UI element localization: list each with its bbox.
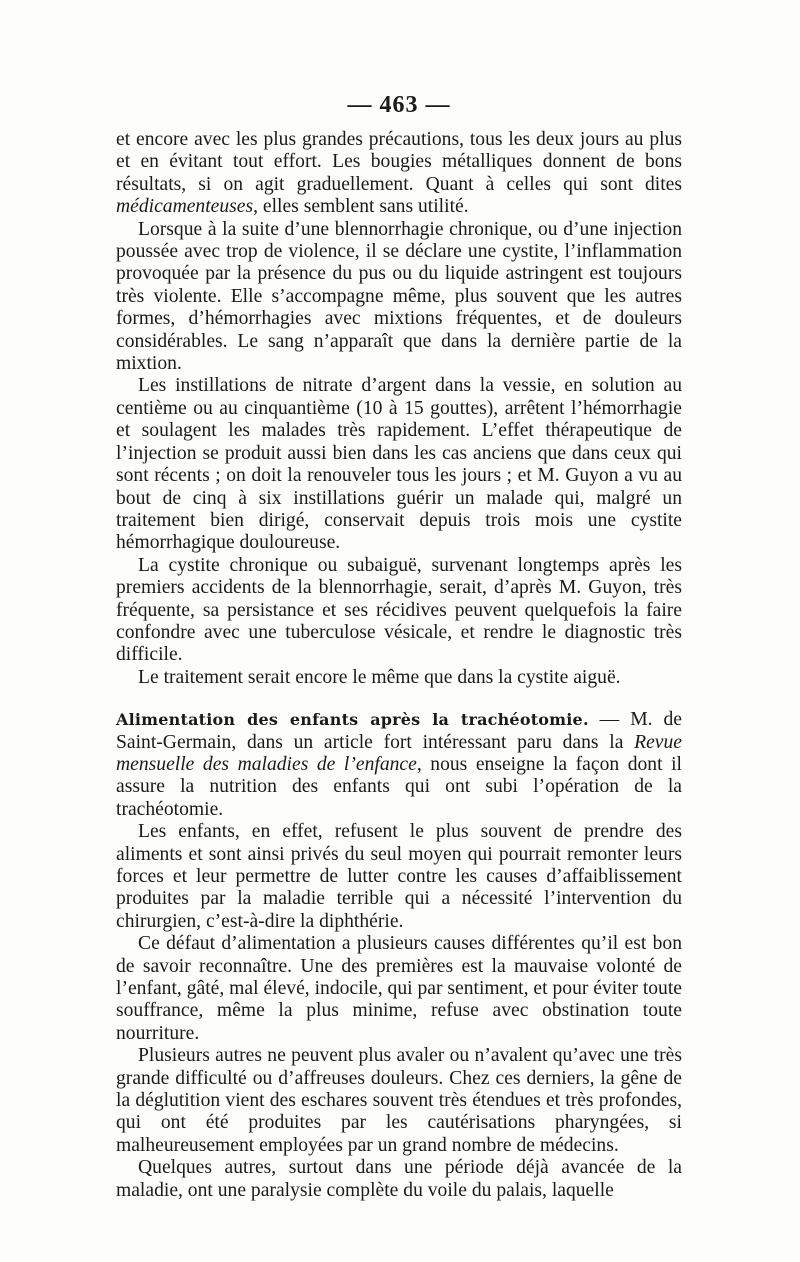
italic-medicamenteuses: médicamenteuses — [116, 196, 254, 218]
paragraph-1-text-a: et encore avec les plus grandes précautions, tous les deux jours au plus et en évitant tout effort. Les bougies métalliques donnent de bons résultats, si on agit graduellement. Quant à celles qui sont dites — [116, 129, 682, 195]
paragraph-7: Les enfants, en effet, refusent le plus souvent de prendre des aliments et sont ainsi privés du seul moyen qui pourrait remonter leurs forces et leur permettre de lutter contre les causes d’affaiblissement produites par la maladie terrible qui a nécessité l’intervention du chirurgien, c’est-à-dire la diphthérie. — [116, 821, 682, 932]
paragraph-9: Plusieurs autres ne peuvent plus avaler ou n’avalent qu’avec une très grande difficulté ou d’affreuses douleurs. Chez ces derniers, la gêne de la déglutition vient des eschares souvent très étendues et très profondes, qui ont été produites par les cautérisations pharyngées, si malheureusement employées par un grand nombre de médecins. — [116, 1045, 682, 1156]
paragraph-6-text-a: — M. de Saint-Germain, dans un article fort intéressant paru dans la — [116, 709, 682, 753]
body-text — [116, 129, 682, 1202]
section-gap — [116, 689, 682, 709]
paragraph-3: Les instillations de nitrate d’argent dans la vessie, en solution au centième ou au cinquantième (10 à 15 gouttes), arrêtent l’hémorrhagie et soulagent les malades très rapidement. L’effet thérapeutique de l’injection se produit aussi bien dans les cas anciens que dans ceux qui sont récents ; on doit la renouveler tous les jours ; et M. Guyon a vu au bout de cinq à six instillations guérir un malade qui, malgré un traitement bien dirigé, conservait depuis trois mois une cystite hémorrhagique douloureuse. — [116, 375, 682, 554]
paragraph-4: La cystite chronique ou subaiguë, survenant longtemps après les premiers accidents de la blennorrhagie, serait, d’après M. Guyon, très fréquente, sa persistance et ses récidives peuvent quelquefois la faire confondre avec une tuberculose vésicale, et rendre le diagnostic très difficile. — [116, 554, 682, 666]
italic-journal-title: Revue mensuelle des maladies de l’enfance — [116, 731, 682, 775]
paragraph-2: Lorsque à la suite d’une blennorrhagie chronique, ou d’une injection poussée avec trop de violence, il se déclare une cystite, l’inflammation provoquée par la présence du pus ou du liquide astringent est toujours très violente. Elle s’accompagne même, plus souvent que les autres formes, d’hémorrhagies avec mixtions fréquentes, et de douleurs considérables. Le sang n’apparaît que dans la dernière partie de la mixtion. — [116, 218, 682, 375]
paragraph-1 — [116, 129, 682, 219]
paragraph-5: Le traitement serait encore le même que dans la cystite aiguë. — [138, 666, 621, 688]
paragraph-6 — [116, 709, 682, 821]
section-heading: Alimentation des enfants après la trachéotomie. — [116, 710, 589, 730]
paragraph-8: Ce défaut d’alimentation a plusieurs causes différentes qu’il est bon de savoir reconnaître. Une des premières est la mauvaise volonté de l’enfant, gâté, mal élevé, indocile, qui par sentiment, et pour éviter toute souffrance, même la plus minime, refuse avec obstination toute nourriture. — [116, 933, 682, 1044]
paragraph-1-text-b: , elles semblent sans utilité. — [253, 196, 469, 218]
paragraph-6-text-b: , nous enseigne la façon dont il assure la nutrition des enfants qui ont subi l’opération de la trachéotomie. — [116, 753, 682, 820]
paragraph-10: Quelques autres, surtout dans une période déjà avancée de la maladie, ont une paralysie complète du voile du palais, laquelle — [116, 1157, 682, 1201]
page-number: — 463 — — [347, 92, 451, 118]
